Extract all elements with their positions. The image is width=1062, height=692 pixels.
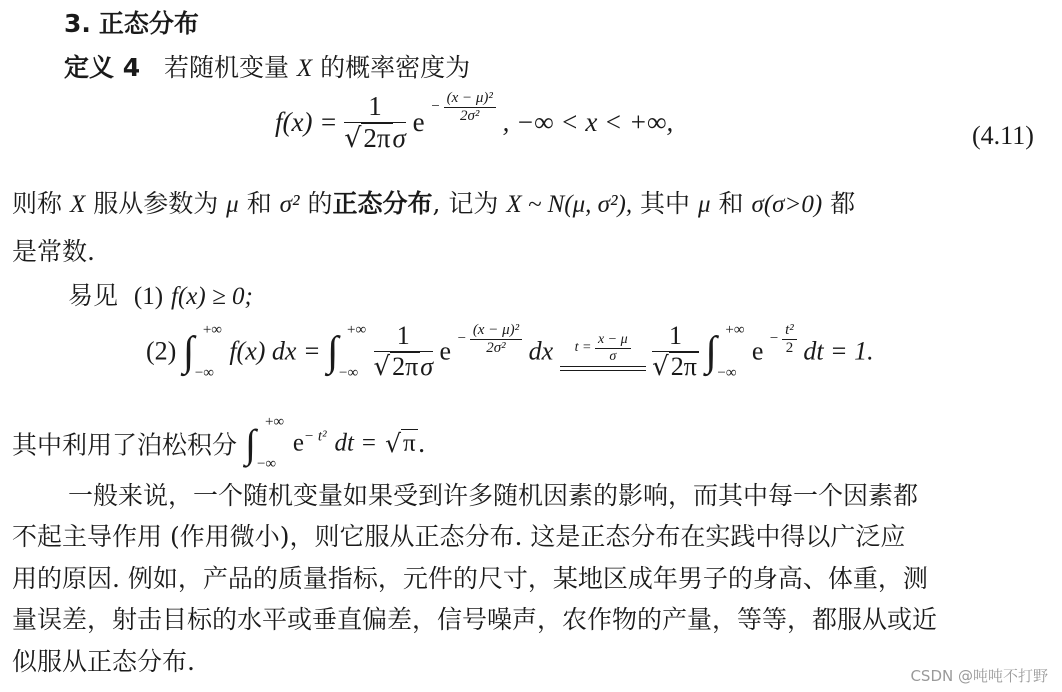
integral-den-1 [374, 352, 434, 382]
formula-tag: (4.11) [972, 121, 1034, 150]
integral-exp-2 [770, 322, 797, 356]
paragraph-line-3: 用的原因. 例如，产品的质量指标，元件的尺寸，某地区成年男子的身高、体重，测 [12, 564, 928, 593]
p1-sigma2: σ² [279, 191, 300, 218]
integral-icon: ∫ [182, 328, 195, 375]
p1-text-b: 服从参数为 [93, 189, 219, 218]
sub-fraction [595, 332, 631, 364]
formula-range: , −∞ < x < +∞, [502, 107, 674, 138]
paragraph-line-5: 似服从正态分布. [12, 647, 195, 676]
integral-e-2: e [751, 336, 764, 366]
integral-num-2: 1 [652, 322, 699, 352]
integral-sign-2 [327, 321, 367, 381]
paragraph-line-4: 量误差，射击目标的水平或垂直偏差，信号噪声，农作物的产量，等等，都服从或近 [12, 605, 938, 634]
watermark: CSDN @吨吨不打野 [910, 667, 1048, 685]
definition-label: 定义 4 [64, 53, 141, 82]
integral-dx: dx [528, 336, 554, 366]
formula-e: e [412, 107, 425, 138]
double-line [560, 366, 646, 371]
poisson-integral [244, 414, 285, 472]
poisson-mid: dt = [334, 429, 378, 457]
easy-item-1: (1) [133, 283, 164, 310]
integral-fraction-1 [374, 322, 434, 381]
integral-sigma-1: σ [420, 351, 434, 381]
integral-radicand-1: 2π [392, 351, 419, 381]
poisson-end: . [417, 429, 426, 458]
integral-lower-3: −∞ [717, 364, 737, 381]
exp2-sign: − [769, 330, 779, 347]
integral-radicand-2: 2π [670, 351, 697, 381]
exp2-den: 2 [785, 339, 794, 356]
p1-mu: μ [226, 191, 239, 218]
p1-text-e: , 记为 [432, 189, 499, 218]
exp2-num: t² [782, 322, 797, 340]
integral-e-1: e [439, 336, 452, 366]
definition-intro-end: 的概率密度为 [320, 53, 471, 82]
p1-text-h: 都 [830, 189, 856, 218]
exp-sign: − [431, 98, 440, 115]
poisson-root: π [403, 430, 416, 457]
exp1-fraction [470, 322, 522, 356]
p1-var: X [69, 191, 86, 218]
integral-line [146, 322, 874, 412]
paragraph-1-line-2: 是常数. [12, 237, 95, 266]
exp1-num: (x − μ)² [470, 322, 522, 340]
integral-num-1: 1 [374, 322, 434, 352]
p1-text-a: 则称 [12, 189, 63, 218]
integral-lower-1: −∞ [194, 364, 214, 381]
sub-den: σ [609, 348, 617, 364]
exp2-fraction [782, 322, 797, 356]
integral-integrand: f(x) dx = [229, 336, 321, 366]
integral-den-2 [652, 352, 699, 382]
p1-bold-term: 正态分布 [332, 189, 433, 218]
definition-intro: 若随机变量 [163, 53, 289, 82]
easy-label: 易见 [68, 281, 119, 310]
integral-tail: dt = 1. [803, 336, 874, 366]
sub-num: x − μ [595, 332, 631, 348]
sqrt-icon: √ [344, 122, 362, 154]
integral-icon: ∫ [244, 421, 256, 466]
formula-denominator [344, 123, 406, 154]
p1-mu2: μ [698, 191, 711, 218]
exp-numerator: (x − μ)² [444, 90, 496, 108]
integral-item: (2) [146, 336, 177, 366]
paragraph-line-2: 不起主导作用 (作用微小)，则它服从正态分布. 这是正态分布在实践中得以广泛应 [12, 522, 906, 551]
section-title: 正态分布 [98, 9, 199, 38]
formula-fraction [344, 92, 406, 153]
poisson-upper: +∞ [264, 414, 285, 430]
formula-exponent [431, 90, 496, 124]
exp-fraction [444, 90, 496, 124]
substitution [560, 332, 646, 371]
formula-radicand: 2π [363, 122, 391, 153]
sub-t: t = [574, 340, 592, 356]
p1-text-g: 和 [718, 189, 744, 218]
definition-variable: X [296, 55, 313, 82]
exp1-sign: − [457, 330, 467, 347]
definition-line [64, 52, 470, 85]
formula-sigma: σ [392, 122, 406, 153]
poisson-e: e [292, 429, 305, 457]
integral-upper-3: +∞ [725, 321, 745, 338]
integral-icon: ∫ [327, 328, 339, 375]
integral-lower-2: −∞ [339, 364, 359, 381]
section-heading [64, 8, 199, 40]
p1-text-f: 其中 [640, 189, 691, 218]
p1-cond: σ(σ>0) [751, 191, 823, 218]
p1-text-d: 的 [307, 189, 333, 218]
poisson-exp: − t² [304, 428, 327, 445]
p1-notation: X ~ N(μ, σ²), [506, 191, 633, 218]
p1-text-c: 和 [246, 189, 272, 218]
integral-sign-3 [705, 321, 745, 381]
easy-expr-1: f(x) ≥ 0; [171, 283, 253, 310]
poisson-lower: −∞ [256, 456, 277, 472]
formula-lhs: f(x) = [275, 107, 338, 138]
formula-4-11 [275, 92, 673, 172]
integral-icon: ∫ [705, 328, 717, 375]
integral-exp-1 [458, 322, 523, 356]
integral-fraction-2 [652, 322, 699, 381]
integral-sign-1 [182, 321, 223, 381]
formula-numerator: 1 [344, 92, 406, 123]
sqrt-icon: √ [652, 351, 669, 382]
easy-line [68, 280, 253, 313]
poisson-line [12, 414, 426, 476]
sqrt-icon: √ [373, 351, 391, 382]
substitution-label [560, 332, 646, 364]
paragraph-line-1: 一般来说，一个随机变量如果受到许多随机因素的影响，而其中每一个因素都 [68, 481, 919, 510]
exp1-den: 2σ² [486, 339, 506, 356]
integral-upper-2: +∞ [347, 321, 367, 338]
integral-upper-1: +∞ [202, 321, 222, 338]
exp-denominator: 2σ² [460, 107, 480, 124]
sqrt-icon: √ [385, 429, 401, 458]
paragraph-1-line-1 [12, 188, 855, 221]
section-number: 3. [64, 9, 91, 38]
poisson-text: 其中利用了泊松积分 [12, 430, 238, 460]
